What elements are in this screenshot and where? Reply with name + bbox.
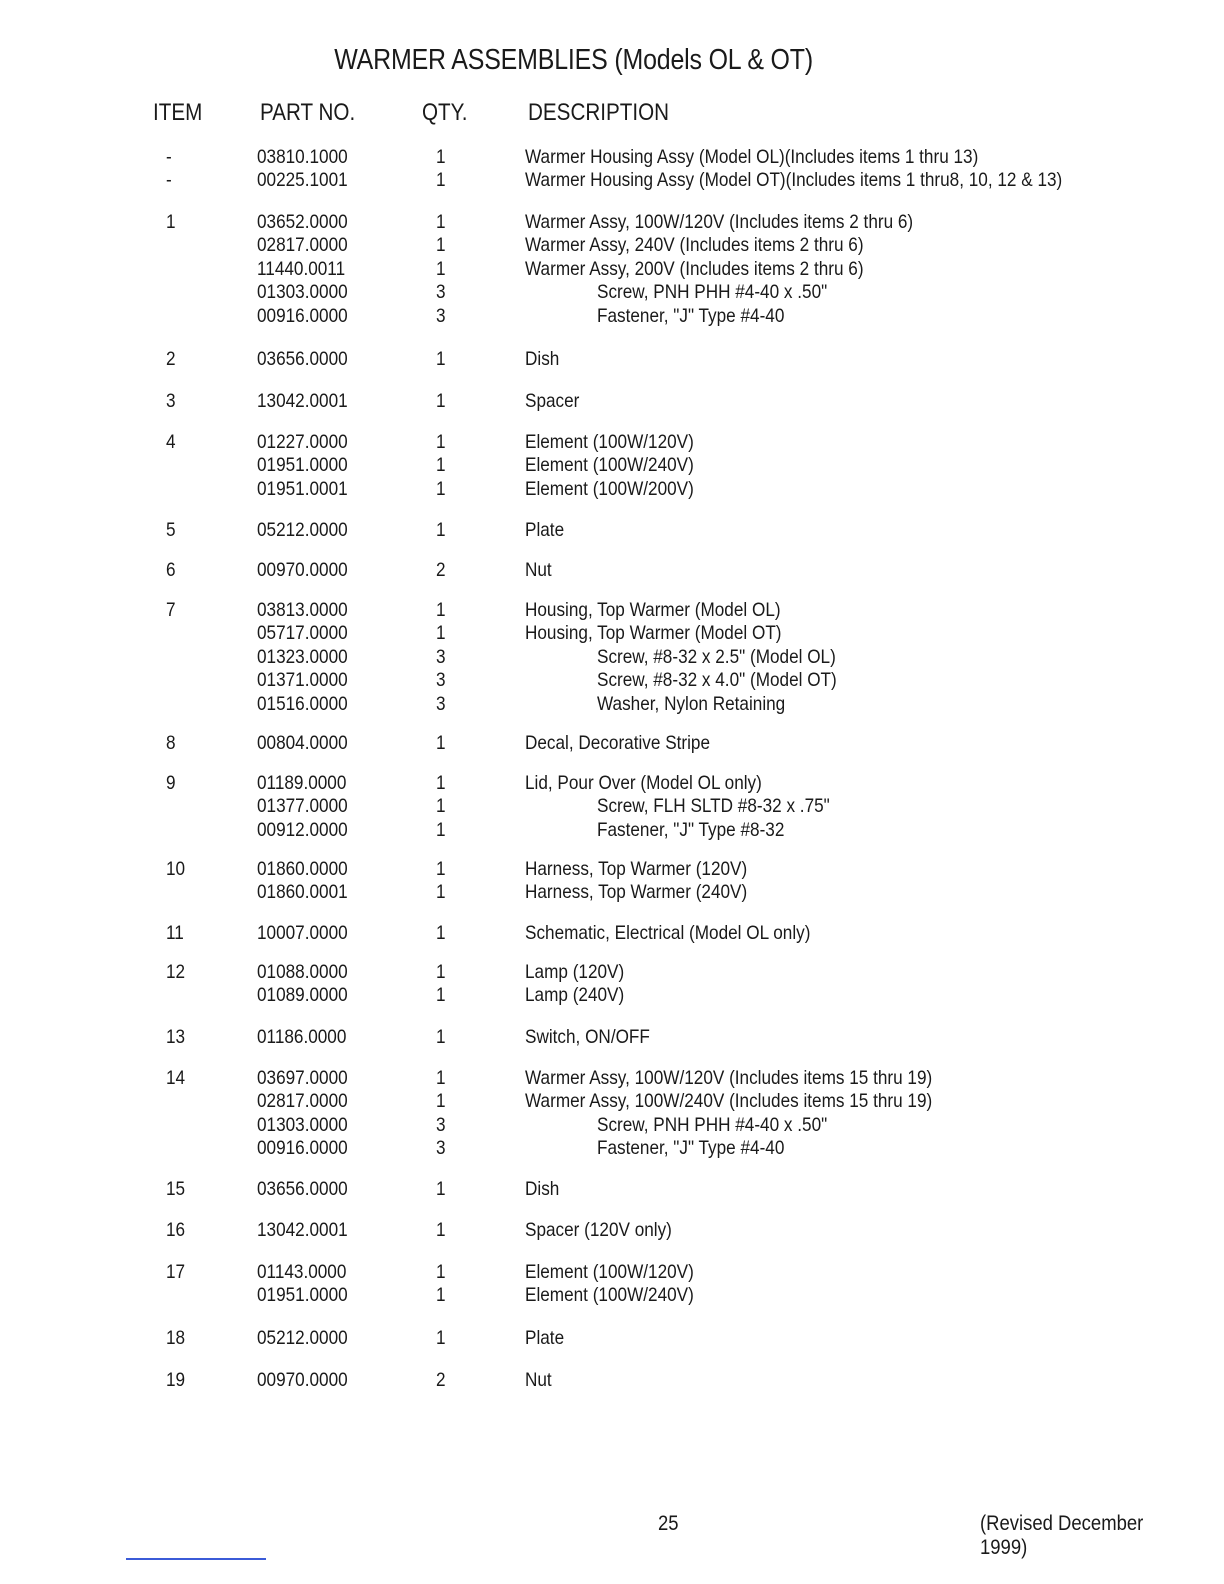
item-number: 8 <box>166 732 176 754</box>
item-number: 10 <box>166 858 186 880</box>
part-number: 03656.0000 <box>257 348 348 370</box>
description: Dish <box>525 1178 560 1200</box>
item-number: 9 <box>166 772 176 794</box>
item-number: 17 <box>166 1261 186 1283</box>
quantity: 3 <box>436 669 446 692</box>
description: Lamp (120V) <box>525 961 625 983</box>
item-number: 19 <box>166 1369 186 1391</box>
item-number: 12 <box>166 961 186 983</box>
description: Element (100W/120V) <box>525 1261 694 1283</box>
table-row <box>0 881 1224 904</box>
item-group <box>0 732 1224 755</box>
item-group <box>0 599 1224 716</box>
table-row <box>0 258 1224 281</box>
part-number: 03652.0000 <box>257 211 348 233</box>
part-number: 02817.0000 <box>257 1090 348 1113</box>
quantity: 3 <box>436 281 446 304</box>
item-group <box>0 772 1224 842</box>
description: Warmer Housing Assy (Model OL)(Includes items 1 thru 13) <box>525 146 979 168</box>
part-number: 00916.0000 <box>257 1137 348 1160</box>
quantity: 1 <box>436 984 446 1007</box>
part-number: 03810.1000 <box>257 146 348 168</box>
description: Washer, Nylon Retaining <box>597 692 786 715</box>
quantity: 1 <box>436 257 446 280</box>
item-group <box>0 211 1224 328</box>
table-row <box>0 281 1224 304</box>
table-row <box>0 858 1224 881</box>
quantity: 1 <box>436 1219 446 1241</box>
description: Switch, ON/OFF <box>525 1026 650 1048</box>
part-number: 01186.0000 <box>257 1026 347 1048</box>
table-row <box>0 693 1224 716</box>
part-number: 01227.0000 <box>257 431 348 453</box>
item-number: 3 <box>166 390 176 412</box>
part-number: 01089.0000 <box>257 984 348 1007</box>
quantity: 3 <box>436 692 446 715</box>
part-number: 03697.0000 <box>257 1067 348 1089</box>
description: Spacer (120V only) <box>525 1219 672 1241</box>
description: Screw, PNH PHH #4-40 x .50" <box>597 281 828 304</box>
part-number: 01951.0000 <box>257 1284 348 1307</box>
part-number: 02817.0000 <box>257 234 348 257</box>
item-group <box>0 922 1224 945</box>
bottom-rule <box>126 1558 266 1560</box>
part-number: 13042.0001 <box>257 390 348 412</box>
part-number: 13042.0001 <box>257 1219 348 1241</box>
quantity: 1 <box>436 622 446 645</box>
quantity: 1 <box>436 961 446 983</box>
description: Housing, Top Warmer (Model OT) <box>525 622 782 645</box>
part-number: 10007.0000 <box>257 922 348 944</box>
table-row <box>0 1026 1224 1049</box>
part-number: 05212.0000 <box>257 1327 348 1349</box>
table-row <box>0 1067 1224 1090</box>
quantity: 1 <box>436 146 446 168</box>
quantity: 1 <box>436 1284 446 1307</box>
part-number: 01143.0000 <box>257 1261 347 1283</box>
table-row <box>0 1261 1224 1284</box>
table-row <box>0 146 1224 169</box>
item-group <box>0 169 1224 192</box>
item-number: 1 <box>166 211 176 233</box>
description: Warmer Assy, 100W/120V (Includes items 15 thru 19) <box>525 1067 933 1089</box>
table-row <box>0 984 1224 1007</box>
part-number: 11440.0011 <box>257 257 346 280</box>
description: Screw, #8-32 x 4.0" (Model OT) <box>597 669 837 692</box>
part-number: 01303.0000 <box>257 281 348 304</box>
description: Harness, Top Warmer (240V) <box>525 881 748 904</box>
table-row <box>0 922 1224 945</box>
table-row <box>0 519 1224 542</box>
table-row <box>0 795 1224 818</box>
description: Screw, PNH PHH #4-40 x .50" <box>597 1113 828 1136</box>
part-number: 01371.0000 <box>257 669 348 692</box>
part-number: 01951.0001 <box>257 477 348 500</box>
item-group <box>0 1178 1224 1201</box>
part-number: 01303.0000 <box>257 1113 348 1136</box>
quantity: 1 <box>436 795 446 818</box>
part-number: 01516.0000 <box>257 692 348 715</box>
table-row <box>0 732 1224 755</box>
item-group <box>0 1261 1224 1308</box>
item-group <box>0 1067 1224 1161</box>
part-number: 00912.0000 <box>257 818 348 841</box>
table-row <box>0 599 1224 622</box>
table-row <box>0 431 1224 454</box>
quantity: 3 <box>436 1137 446 1160</box>
quantity: 1 <box>436 234 446 257</box>
item-group <box>0 1219 1224 1242</box>
description: Element (100W/240V) <box>525 454 694 477</box>
description: Screw, FLH SLTD #8-32 x .75" <box>597 795 830 818</box>
description: Warmer Assy, 100W/240V (Includes items 15 thru 19) <box>525 1090 933 1113</box>
quantity: 1 <box>436 390 446 412</box>
quantity: 1 <box>436 732 446 754</box>
column-header-description: DESCRIPTION <box>528 99 670 126</box>
description: Fastener, "J" Type #8-32 <box>597 818 785 841</box>
column-header-item: ITEM <box>153 99 203 126</box>
item-number: 4 <box>166 431 176 453</box>
item-group <box>0 348 1224 371</box>
table-row <box>0 305 1224 328</box>
part-number: 00970.0000 <box>257 1369 348 1391</box>
table-row <box>0 1137 1224 1160</box>
table-row <box>0 1114 1224 1137</box>
part-number: 01189.0000 <box>257 772 347 794</box>
quantity: 3 <box>436 1113 446 1136</box>
quantity: 3 <box>436 304 446 327</box>
page-title: WARMER ASSEMBLIES (Models OL & OT) <box>334 44 813 76</box>
item-number: 11 <box>166 922 184 944</box>
table-row <box>0 1369 1224 1392</box>
quantity: 1 <box>436 211 446 233</box>
description: Warmer Assy, 240V (Includes items 2 thru 6) <box>525 234 864 257</box>
table-row <box>0 478 1224 501</box>
quantity: 1 <box>436 599 446 621</box>
table-row <box>0 1219 1224 1242</box>
description: Plate <box>525 1327 565 1349</box>
part-number: 00804.0000 <box>257 732 348 754</box>
item-group <box>0 961 1224 1008</box>
description: Lid, Pour Over (Model OL only) <box>525 772 762 794</box>
table-row <box>0 390 1224 413</box>
quantity: 2 <box>436 1369 446 1391</box>
item-number: 18 <box>166 1327 186 1349</box>
table-row <box>0 559 1224 582</box>
part-number: 05212.0000 <box>257 519 348 541</box>
quantity: 1 <box>436 348 446 370</box>
table-row <box>0 1090 1224 1113</box>
description: Screw, #8-32 x 2.5" (Model OL) <box>597 645 836 668</box>
page-number: 25 <box>658 1512 679 1535</box>
item-group <box>0 1327 1224 1350</box>
table-row <box>0 1327 1224 1350</box>
quantity: 1 <box>436 519 446 541</box>
item-number: 14 <box>166 1067 186 1089</box>
quantity: 1 <box>436 1261 446 1283</box>
table-row <box>0 211 1224 234</box>
table-row <box>0 646 1224 669</box>
description: Warmer Assy, 100W/120V (Includes items 2 thru 6) <box>525 211 914 233</box>
item-number: 15 <box>166 1178 186 1200</box>
description: Harness, Top Warmer (120V) <box>525 858 748 880</box>
table-row <box>0 819 1224 842</box>
quantity: 1 <box>436 1067 446 1089</box>
description: Dish <box>525 348 560 370</box>
quantity: 1 <box>436 454 446 477</box>
description: Fastener, "J" Type #4-40 <box>597 304 785 327</box>
quantity: 1 <box>436 858 446 880</box>
quantity: 1 <box>436 922 446 944</box>
quantity: 1 <box>436 1178 446 1200</box>
description: Element (100W/120V) <box>525 431 694 453</box>
item-group <box>0 146 1224 169</box>
quantity: 1 <box>436 881 446 904</box>
description: Fastener, "J" Type #4-40 <box>597 1137 785 1160</box>
quantity: 1 <box>436 169 446 191</box>
item-group <box>0 559 1224 582</box>
quantity: 1 <box>436 1026 446 1048</box>
table-row <box>0 1284 1224 1307</box>
item-number: 6 <box>166 559 176 581</box>
description: Warmer Assy, 200V (Includes items 2 thru 6) <box>525 257 864 280</box>
item-group <box>0 390 1224 413</box>
part-number: 03656.0000 <box>257 1178 348 1200</box>
item-number: - <box>166 146 172 168</box>
description: Plate <box>525 519 565 541</box>
item-number: 13 <box>166 1026 186 1048</box>
description: Lamp (240V) <box>525 984 625 1007</box>
part-number: 01860.0000 <box>257 858 348 880</box>
part-number: 00970.0000 <box>257 559 348 581</box>
part-number: 01088.0000 <box>257 961 348 983</box>
item-number: - <box>166 169 172 191</box>
quantity: 2 <box>436 559 446 581</box>
description: Element (100W/200V) <box>525 477 694 500</box>
description: Decal, Decorative Stripe <box>525 732 711 754</box>
item-number: 5 <box>166 519 176 541</box>
quantity: 1 <box>436 477 446 500</box>
item-group <box>0 1369 1224 1392</box>
part-number: 03813.0000 <box>257 599 348 621</box>
item-number: 2 <box>166 348 176 370</box>
part-number: 00225.1001 <box>257 169 348 191</box>
table-row <box>0 169 1224 192</box>
description: Warmer Housing Assy (Model OT)(Includes items 1 thru8, 10, 12 & 13) <box>525 169 1063 191</box>
quantity: 3 <box>436 645 446 668</box>
description: Element (100W/240V) <box>525 1284 694 1307</box>
table-row <box>0 961 1224 984</box>
part-number: 01323.0000 <box>257 645 348 668</box>
part-number: 01951.0000 <box>257 454 348 477</box>
part-number: 00916.0000 <box>257 304 348 327</box>
part-number: 01860.0001 <box>257 881 348 904</box>
description: Schematic, Electrical (Model OL only) <box>525 922 811 944</box>
column-header-qty: QTY. <box>422 99 468 126</box>
table-row <box>0 772 1224 795</box>
table-row <box>0 622 1224 645</box>
part-number: 01377.0000 <box>257 795 348 818</box>
table-row <box>0 454 1224 477</box>
quantity: 1 <box>436 1327 446 1349</box>
part-number: 05717.0000 <box>257 622 348 645</box>
item-group <box>0 519 1224 542</box>
table-row <box>0 1178 1224 1201</box>
table-row <box>0 348 1224 371</box>
column-header-part-no: PART NO. <box>260 99 356 126</box>
description: Housing, Top Warmer (Model OL) <box>525 599 781 621</box>
table-row <box>0 234 1224 257</box>
table-row <box>0 669 1224 692</box>
quantity: 1 <box>436 818 446 841</box>
item-group <box>0 1026 1224 1049</box>
quantity: 1 <box>436 1090 446 1113</box>
description: Spacer <box>525 390 580 412</box>
item-number: 16 <box>166 1219 186 1241</box>
quantity: 1 <box>436 772 446 794</box>
revision-note: (Revised December 1999) <box>980 1512 1144 1559</box>
item-number: 7 <box>166 599 176 621</box>
item-group <box>0 858 1224 905</box>
description: Nut <box>525 559 552 581</box>
item-group <box>0 431 1224 501</box>
description: Nut <box>525 1369 552 1391</box>
quantity: 1 <box>436 431 446 453</box>
